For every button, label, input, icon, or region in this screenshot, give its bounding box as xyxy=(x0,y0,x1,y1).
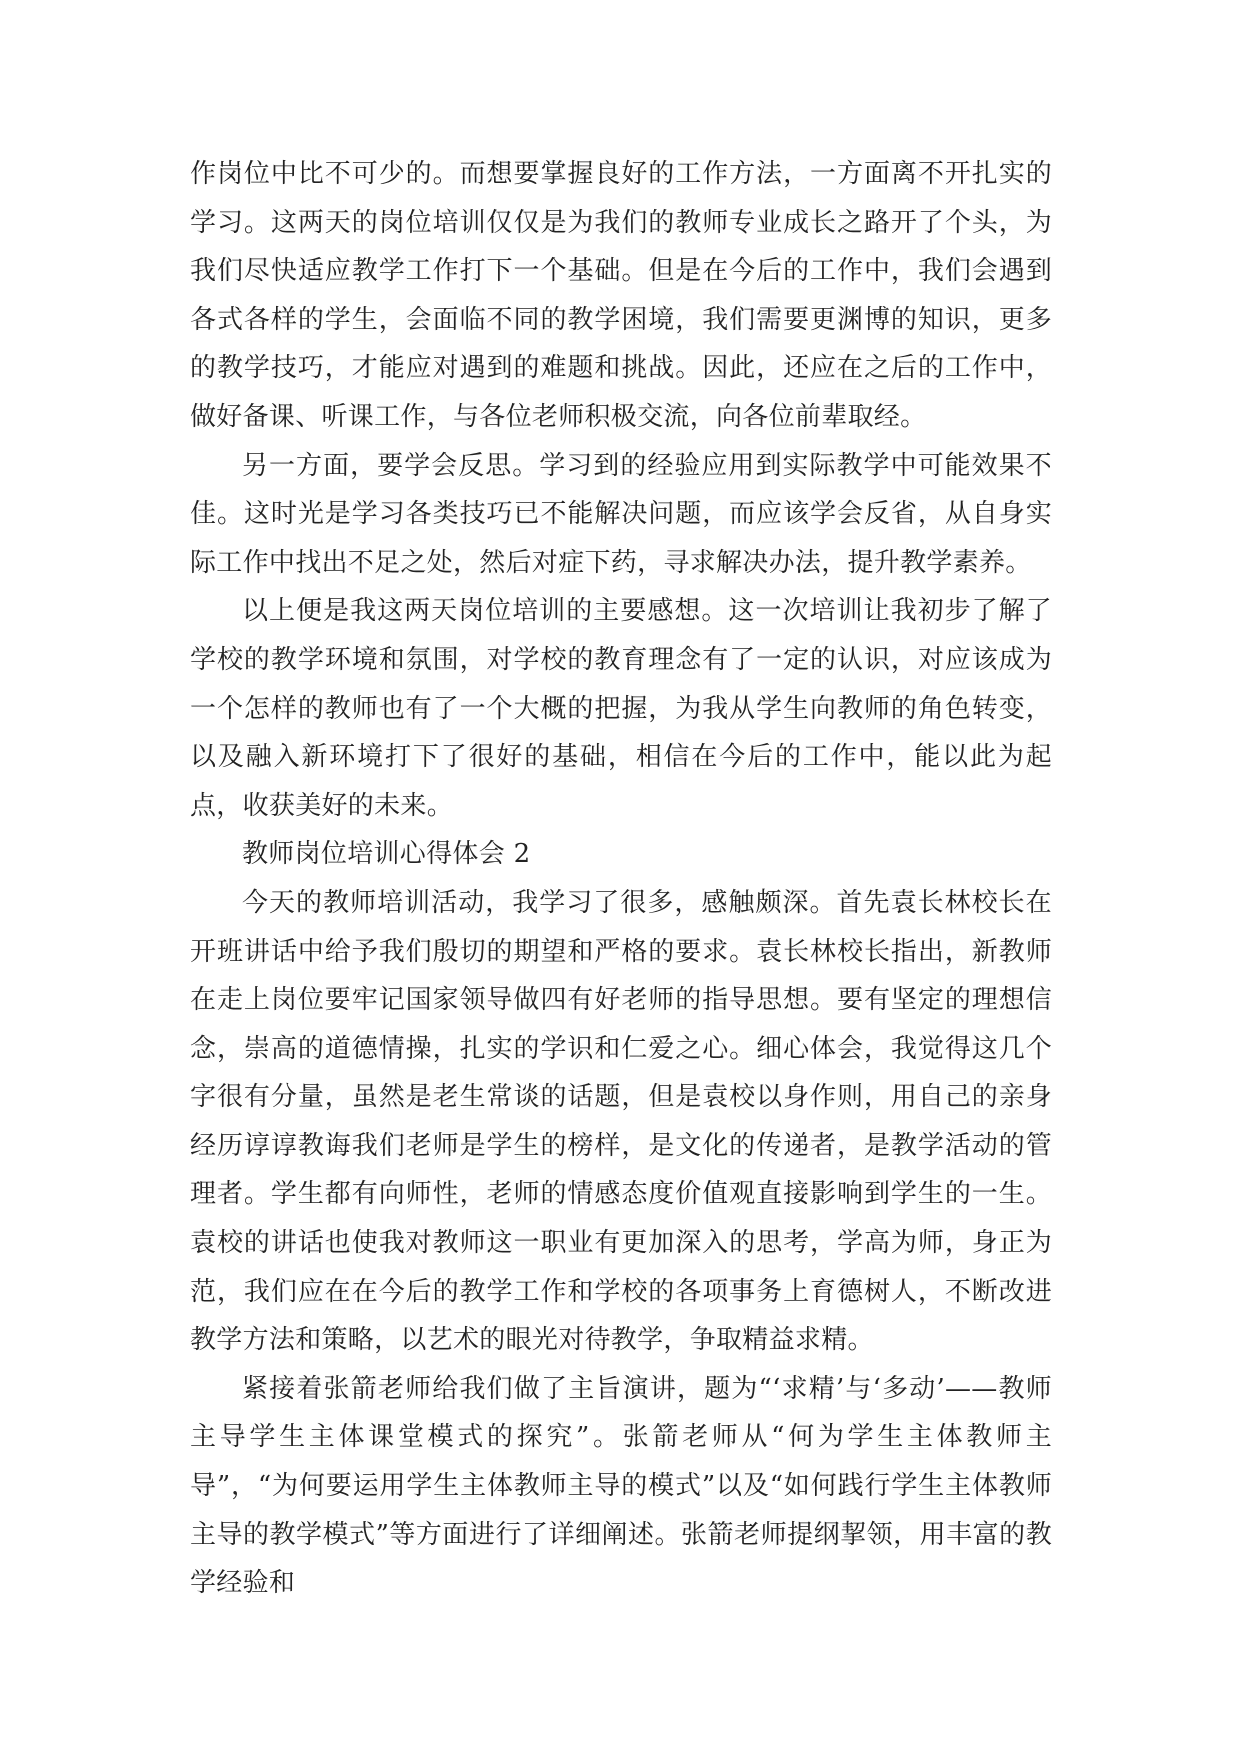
paragraph-1: 作岗位中比不可少的。而想要掌握良好的工作方法，一方面离不开扎实的学习。这两天的岗位培训仅仅是为我们的教师专业成长之路开了个头，为我们尽快适应教学工作打下一个基础。但是在今后的工作中，我们会遇到各式各样的学生，会面临不同的教学困境，我们需要更渊博的知识，更多的教学技巧，才能应对遇到的难题和挑战。因此，还应在之后的工作中，做好备课、听课工作，与各位老师积极交流，向各位前辈取经。 xyxy=(190,159,1052,432)
paragraph-3: 以上便是我这两天岗位培训的主要感想。这一次培训让我初步了解了学校的教学环境和氛围，对学校的教育理念有了一定的认识，对应该成为一个怎样的教师也有了一个大概的把握，为我从学生向教师的角色转变，以及融入新环境打下了很好的基础，相信在今后的工作中，能以此为起点，收获美好的未来。 xyxy=(190,596,1052,821)
document-body xyxy=(190,150,1052,1608)
paragraph-2: 另一方面，要学会反思。学习到的经验应用到实际教学中可能效果不佳。这时光是学习各类技巧已不能解决问题，而应该学会反省，从自身实际工作中找出不足之处，然后对症下药，寻求解决办法，提升教学素养。 xyxy=(190,450,1052,578)
section-paragraph-2: 紧接着张箭老师给我们做了主旨演讲，题为“‘求精’与‘多动’——教师主导学生主体课堂模式的探究”。张箭老师从“何为学生主体教师主导”，“为何要运用学生主体教师主导的模式”以及“如何践行学生主体教师主导的教学模式”等方面进行了详细阐述。张箭老师提纲挈领，用丰富的教学经验和 xyxy=(190,1373,1052,1599)
section-title: 教师岗位培训心得体会 2 xyxy=(242,839,531,870)
section-paragraph-1: 今天的教师培训活动，我学习了很多，感触颇深。首先袁长林校长在开班讲话中给予我们殷切的期望和严格的要求。袁长林校长指出，新教师在走上岗位要牢记国家领导做四有好老师的指导思想。要有坚定的理想信念，崇高的道德情操，扎实的学识和仁爱之心。细心体会，我觉得这几个字很有分量，虽然是老生常谈的话题，但是袁校以身作则，用自己的亲身经历谆谆教诲我们老师是学生的榜样，是文化的传递者，是教学活动的管理者。学生都有向师性，老师的情感态度价值观直接影响到学生的一生。袁校的讲话也使我对教师这一职业有更加深入的思考，学高为师，身正为范，我们应在在今后的教学工作和学校的各项事务上育德树人，不断改进教学方法和策略，以艺术的眼光对待教学，争取精益求精。 xyxy=(190,887,1052,1356)
